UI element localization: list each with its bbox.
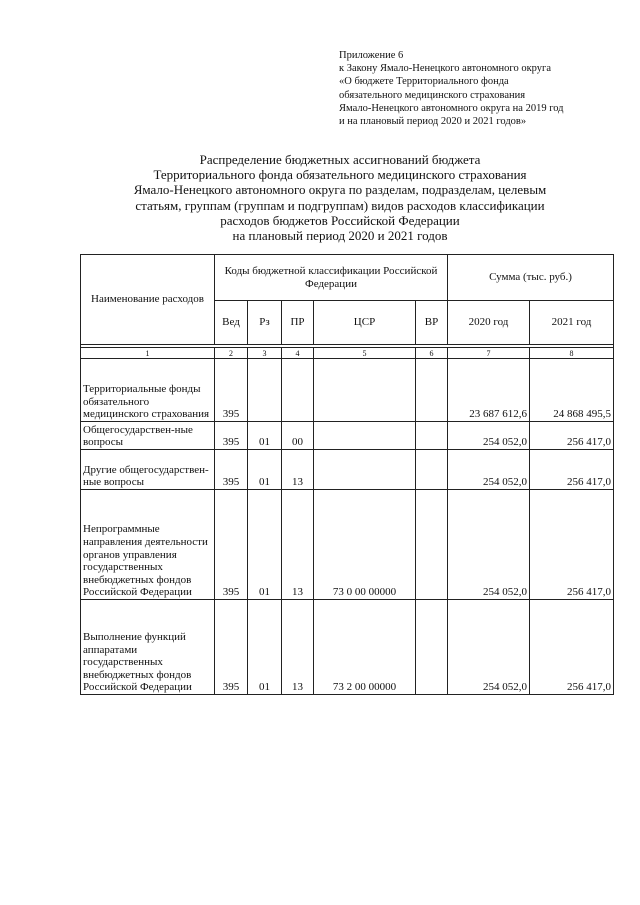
cell-2021: 256 417,0	[530, 422, 614, 450]
title-line: Территориального фонда обязательного медицинского страхования	[153, 167, 527, 183]
header-vr: ВР	[416, 301, 448, 345]
annex-line: и на плановый период 2020 и 2021 годов»	[339, 116, 527, 128]
cell-2020: 254 052,0	[448, 422, 530, 450]
annex-line: Приложение 6	[339, 50, 404, 61]
header-sum-group: Сумма (тыс. руб.)	[448, 255, 614, 301]
cell-pr: 00	[282, 422, 314, 450]
document-title	[90, 152, 590, 243]
cell-vr	[416, 600, 448, 695]
title-line: Распределение бюджетных ассигнований бюджета	[199, 152, 481, 167]
cell-pr: 13	[282, 490, 314, 600]
column-number: 6	[416, 348, 448, 359]
column-number: 3	[248, 348, 282, 359]
annex-line: Ямало-Ненецкого автономного округа на 2019 год	[339, 102, 564, 114]
cell-ved: 395	[215, 490, 248, 600]
header-name: Наименование расходов	[81, 255, 215, 345]
header-2021: 2021 год	[530, 301, 614, 345]
column-number: 4	[282, 348, 314, 359]
cell-vr	[416, 359, 448, 422]
annex-line: к Закону Ямало-Ненецкого автономного округа	[339, 63, 551, 75]
header-codes-group: Коды бюджетной классификации Российской Федерации	[215, 255, 448, 301]
cell-csr	[314, 422, 416, 450]
annex-line: обязательного медицинского страхования	[339, 89, 526, 101]
title-line: на плановый период 2020 и 2021 годов	[232, 228, 448, 244]
title-line: статьям, группам (группам и подгруппам) видов расходов классификации	[135, 197, 545, 213]
cell-2021: 256 417,0	[530, 450, 614, 490]
table-row	[81, 600, 614, 695]
cell-name: Общегосударствен-ные вопросы	[81, 422, 215, 450]
annex-line: «О бюджете Территориального фонда	[339, 76, 509, 88]
column-number: 8	[530, 348, 614, 359]
cell-csr: 73 0 00 00000	[314, 490, 416, 600]
cell-pr: 13	[282, 600, 314, 695]
cell-2021: 256 417,0	[530, 600, 614, 695]
cell-csr: 73 2 00 00000	[314, 600, 416, 695]
budget-table	[80, 254, 614, 695]
column-number-row	[81, 348, 614, 359]
cell-vr	[416, 490, 448, 600]
header-rz: Рз	[248, 301, 282, 345]
cell-2020: 254 052,0	[448, 450, 530, 490]
cell-vr	[416, 422, 448, 450]
cell-csr	[314, 450, 416, 490]
table-row	[81, 490, 614, 600]
cell-ved: 395	[215, 600, 248, 695]
cell-csr	[314, 359, 416, 422]
header-2020: 2020 год	[448, 301, 530, 345]
cell-pr	[282, 359, 314, 422]
cell-name: Выполнение функций аппаратами государственных внебюджетных фондов Российской Федерации	[81, 600, 215, 695]
table-row	[81, 359, 614, 422]
cell-name: Другие общегосударствен-ные вопросы	[81, 450, 215, 490]
cell-rz: 01	[248, 490, 282, 600]
cell-rz: 01	[248, 450, 282, 490]
cell-ved: 395	[215, 422, 248, 450]
annex-heading	[339, 49, 635, 128]
cell-2021: 24 868 495,5	[530, 359, 614, 422]
table-row	[81, 450, 614, 490]
cell-rz: 01	[248, 422, 282, 450]
cell-vr	[416, 450, 448, 490]
cell-2020: 254 052,0	[448, 600, 530, 695]
cell-pr: 13	[282, 450, 314, 490]
column-number: 7	[448, 348, 530, 359]
header-pr: ПР	[282, 301, 314, 345]
column-number: 2	[215, 348, 248, 359]
column-number: 5	[314, 348, 416, 359]
title-line: Ямало-Ненецкого автономного округа по разделам, подразделам, целевым	[133, 182, 547, 198]
cell-rz	[248, 359, 282, 422]
cell-2020: 23 687 612,6	[448, 359, 530, 422]
cell-ved: 395	[215, 450, 248, 490]
cell-rz: 01	[248, 600, 282, 695]
cell-name: Территориальные фонды обязательного медицинского страхования	[81, 359, 215, 422]
cell-name: Непрограммные направления деятельности органов управления государственных внебюджетных фондов Российской Федерации	[81, 490, 215, 600]
cell-ved: 395	[215, 359, 248, 422]
header-csr: ЦСР	[314, 301, 416, 345]
column-number: 1	[81, 348, 215, 359]
cell-2020: 254 052,0	[448, 490, 530, 600]
table-row	[81, 422, 614, 450]
header-ved: Вед	[215, 301, 248, 345]
title-line: расходов бюджетов Российской Федерации	[220, 212, 460, 228]
cell-2021: 256 417,0	[530, 490, 614, 600]
